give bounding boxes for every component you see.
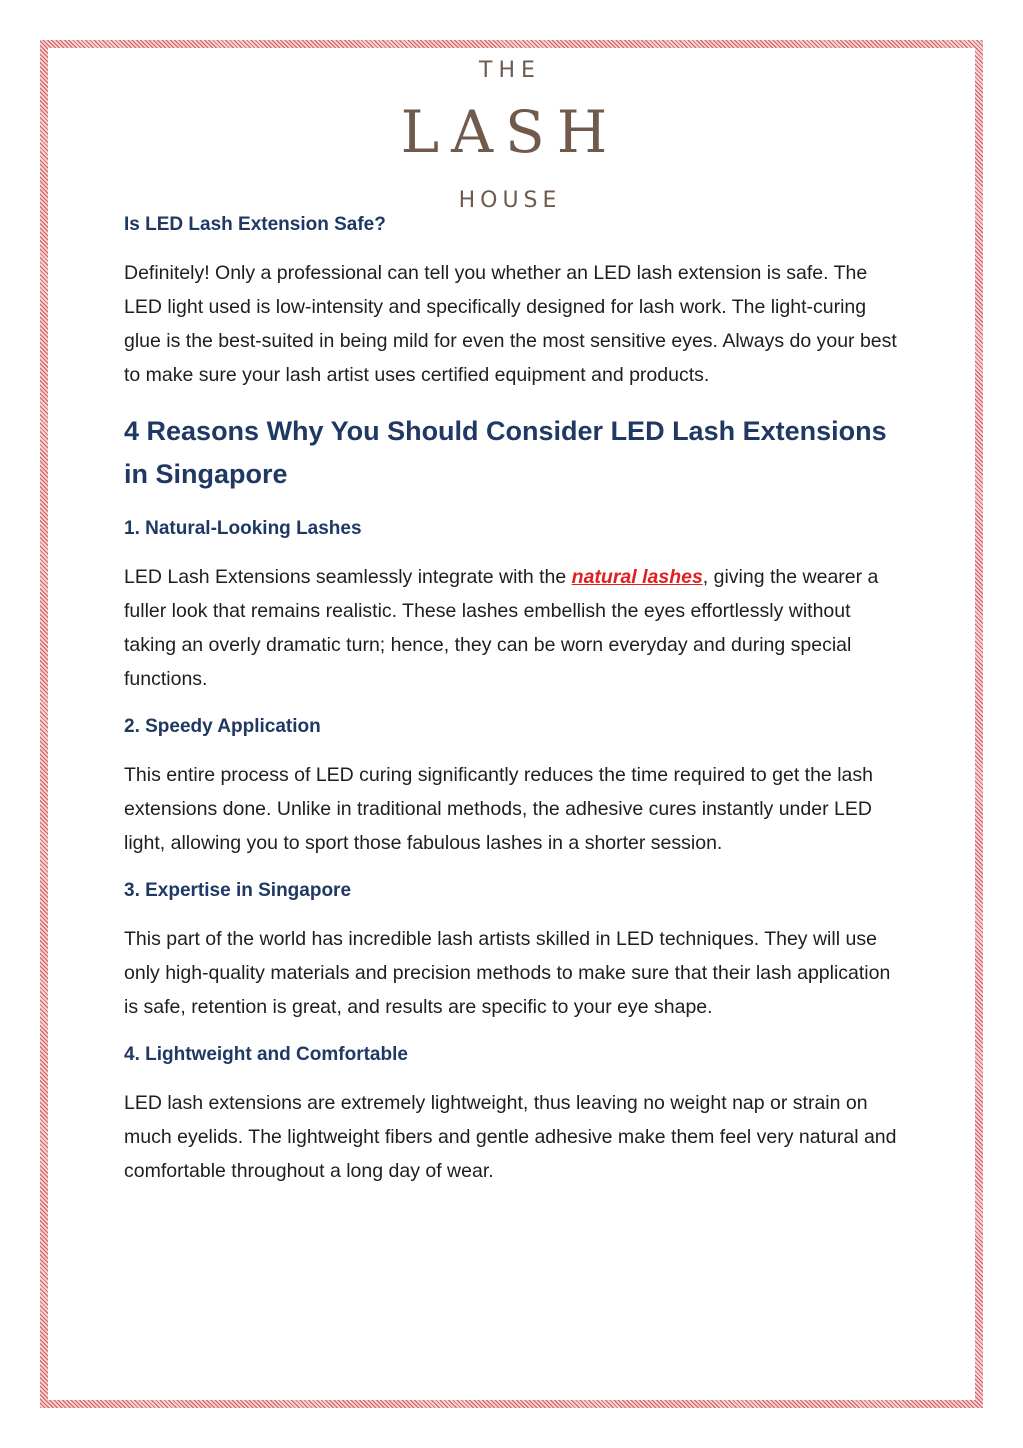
logo-line-house: HOUSE (458, 188, 562, 213)
reason-3-paragraph: This part of the world has incredible lash artists skilled in LED techniques. They will use only high-quality materials and precision methods to make sure that their lash application is safe, retention is great, and results are specific to your eye shape. (124, 928, 891, 1018)
article-body (124, 210, 904, 1188)
reason-1-text-after: , giving the wearer a fuller look that remains realistic. These lashes embellish the eyes effortlessly without taking an overly dramatic turn; hence, they can be worn everyday and during special functions. (124, 566, 879, 690)
logo-line-lash: LASH (400, 98, 620, 166)
reason-1-text-before: LED Lash Extensions seamlessly integrate with the (124, 566, 572, 588)
intro-paragraph: Definitely! Only a professional can tell you whether an LED lash extension is safe. The LED light used is low-intensity and specifically designed for lash work. The light-curing glue is the best-suited in being mild for even the most sensitive eyes. Always do your best to make sure your lash artist uses certified equipment and products. (124, 262, 897, 386)
reason-1-paragraph (124, 560, 904, 696)
main-heading: 4 Reasons Why You Should Consider LED Lash Extensions in Singapore (124, 416, 887, 489)
natural-lashes-link[interactable]: natural lashes (571, 566, 703, 588)
reason-4-title: 4. Lightweight and Comfortable (124, 1044, 408, 1065)
logo-line-the: THE (479, 58, 541, 83)
reason-4-paragraph: LED lash extensions are extremely lightweight, thus leaving no weight nap or strain on much eyelids. The lightweight fibers and gentle adhesive make them feel very natural and comfortable throughout a long day of wear. (124, 1092, 897, 1182)
reason-2-title: 2. Speedy Application (124, 716, 321, 737)
brand-logo (380, 52, 640, 220)
reason-1-title: 1. Natural-Looking Lashes (124, 518, 362, 539)
reason-3-title: 3. Expertise in Singapore (124, 880, 352, 901)
reason-2-paragraph: This entire process of LED curing significantly reduces the time required to get the lash extensions done. Unlike in traditional methods, the adhesive cures instantly under LED light, allowing you to sport those fabulous lashes in a shorter session. (124, 764, 873, 854)
intro-heading: Is LED Lash Extension Safe? (124, 214, 386, 235)
